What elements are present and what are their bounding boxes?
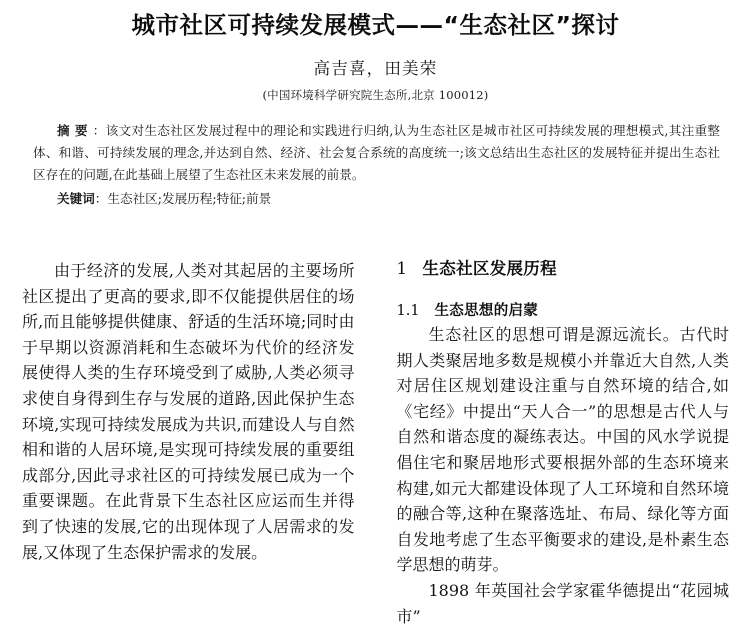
body-columns bbox=[22, 258, 729, 626]
section-heading-1 bbox=[397, 258, 730, 280]
body-paragraph: 生态社区的思想可谓是源远流长。古代时期人类聚居地多数是规模小并靠近大自然,人类对居住区规划建设注重与自然环境的结合,如《宅经》中提出“天人合一”的思想是古代人与自然和谐态度的凝练表达。中国的风水学说提倡住宅和聚居地形式要根据外部的生态环境来构建,如元大都建设体现了人工环境和自然环境的融合等,这种在聚落选址、布局、绿化等方面自发地考虑了生态平衡要求的建设,是朴素生态学思想的萌芽。 bbox=[396, 325, 729, 575]
keywords-text: 生态社区;发展历程;特征;前景 bbox=[107, 191, 272, 207]
abstract-text: 该文对生态社区发展过程中的理论和实践进行归纳,认为生态社区是城市社区可持续发展的理想模式,其注重整体、和谐、可持续发展的理念,并达到自然、经济、社会复合系统的高度统一;该文总结出生态社区的发展特征并提出生态社区存在的问题,在此基础上展望了生态社区未来发展的前景。 bbox=[33, 123, 721, 183]
abstract-label: 摘要 bbox=[57, 123, 93, 139]
body-paragraph: 1898 年英国社会学家霍华德提出“花园城市” bbox=[396, 580, 729, 626]
body-paragraph: 由于经济的发展,人类对其起居的主要场所社区提出了更高的要求,即不仅能提供居住的场所,而且能够提供健康、舒适的生活环境;同时由于早期以资源消耗和生态破坏为代价的经济发展使得人类的生存环境受到了威胁,人类必须寻求使自身得到生存与发展的道路,因此保护生态环境,实现可持续发展成为共识,而建设人与自然相和谐的人居环境,是实现可持续发展的重要组成部分,因此寻求社区的可持续发展已成为一个重要课题。在此背景下生态社区应运而生并得到了快速的发展,它的出现体现了人居需求的发展,又体现了生态保护需求的发展。 bbox=[22, 261, 355, 562]
author-affiliation: (中国环境科学研究院生态所,北京 100012) bbox=[262, 88, 489, 103]
left-column bbox=[22, 258, 355, 574]
document-page bbox=[0, 11, 751, 626]
keywords-label: 关键词 bbox=[57, 191, 95, 207]
right-column bbox=[396, 258, 730, 626]
page-title: 城市社区可持续发展模式——“生态社区”探讨 bbox=[131, 11, 620, 39]
subsection-title: 生态思想的启蒙 bbox=[434, 303, 539, 319]
abstract-block bbox=[22, 120, 729, 210]
keywords-paragraph bbox=[33, 188, 720, 210]
section-number: 1 bbox=[396, 259, 407, 278]
subsection-number: 1.1 bbox=[396, 303, 420, 319]
abstract-paragraph bbox=[33, 120, 720, 186]
author-list: 高吉喜，田美荣 bbox=[313, 59, 438, 79]
abstract-separator: ： bbox=[92, 123, 106, 139]
section-title: 生态社区发展历程 bbox=[422, 259, 557, 278]
section-heading-1-1 bbox=[397, 301, 730, 321]
keywords-separator: ： bbox=[94, 191, 108, 207]
